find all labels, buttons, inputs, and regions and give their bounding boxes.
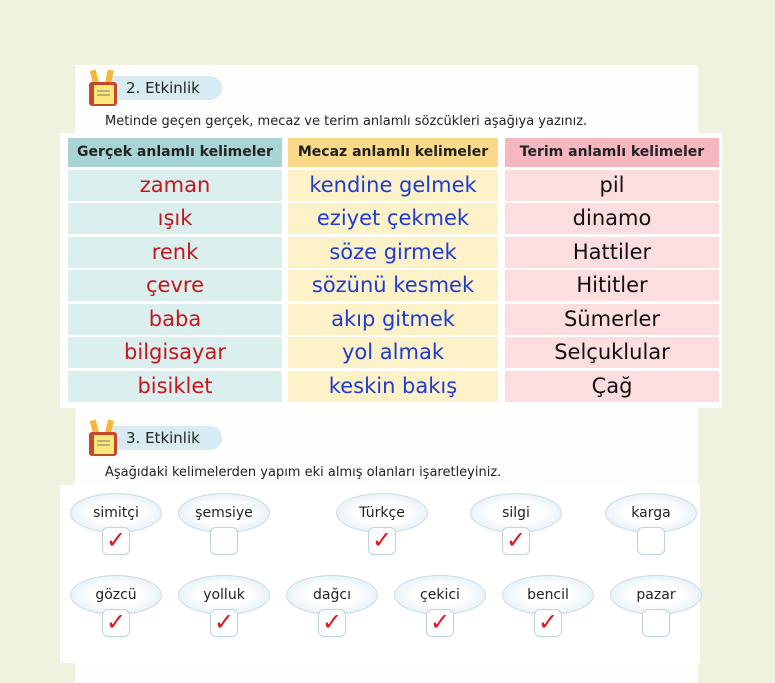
word-option [178, 493, 270, 555]
word-bubble: karga [605, 493, 697, 533]
table-cell: bisiklet [68, 371, 282, 402]
word-bubble: şemsiye [178, 493, 270, 533]
word-bubble: simitçi [70, 493, 162, 533]
table-cell: eziyet çekmek [288, 203, 498, 234]
literal-column [68, 138, 282, 402]
checkbox[interactable] [637, 527, 665, 555]
column-header: Mecaz anlamlı kelimeler [288, 138, 498, 167]
table-cell: Hattiler [505, 237, 719, 268]
word-bubble: Türkçe [336, 493, 428, 533]
word-bubble: silgi [470, 493, 562, 533]
activity-2-instruction: Metinde geçen gerçek, mecaz ve terim anlamlı sözcükleri aşağıya yazınız. [105, 114, 588, 129]
word-table [60, 133, 722, 408]
checkbox[interactable] [210, 609, 238, 637]
word-option [610, 575, 702, 637]
word-option [70, 575, 162, 637]
checkbox[interactable] [210, 527, 238, 555]
word-bubble: yolluk [178, 575, 270, 615]
checkbox[interactable] [502, 527, 530, 555]
table-cell: çevre [68, 270, 282, 301]
checkmark-icon: ✓ [429, 608, 451, 636]
word-bubble: gözcü [70, 575, 162, 615]
activity-3-title: 3. Etkinlik [112, 426, 222, 450]
word-option [605, 493, 697, 555]
checkmark-icon: ✓ [321, 608, 343, 636]
table-cell: keskin bakış [288, 371, 498, 402]
term-column [505, 138, 719, 402]
word-option [286, 575, 378, 637]
checkmark-icon: ✓ [105, 608, 127, 636]
pencil-notepad-icon [86, 68, 120, 108]
word-option [394, 575, 486, 637]
table-cell: dinamo [505, 203, 719, 234]
word-bubble: bencil [502, 575, 594, 615]
checkbox[interactable] [102, 609, 130, 637]
checkbox[interactable] [426, 609, 454, 637]
checkbox[interactable] [534, 609, 562, 637]
word-bubble: dağcı [286, 575, 378, 615]
checkbox[interactable] [102, 527, 130, 555]
table-cell: sözünü kesmek [288, 270, 498, 301]
pencil-notepad-icon [86, 418, 120, 458]
table-cell: Hititler [505, 270, 719, 301]
table-cell: zaman [68, 170, 282, 201]
table-cell: Sümerler [505, 304, 719, 335]
checkbox[interactable] [642, 609, 670, 637]
table-cell: pil [505, 170, 719, 201]
word-choices [60, 485, 700, 663]
checkmark-icon: ✓ [213, 608, 235, 636]
table-cell: söze girmek [288, 237, 498, 268]
column-header: Terim anlamlı kelimeler [505, 138, 719, 167]
checkmark-icon: ✓ [537, 608, 559, 636]
word-bubble: pazar [610, 575, 702, 615]
column-header: Gerçek anlamlı kelimeler [68, 138, 282, 167]
table-cell: renk [68, 237, 282, 268]
checkmark-icon: ✓ [371, 526, 393, 554]
activity-3-badge [86, 418, 222, 458]
checkmark-icon: ✓ [105, 526, 127, 554]
table-cell: kendine gelmek [288, 170, 498, 201]
word-option [470, 493, 562, 555]
word-option [70, 493, 162, 555]
word-option [178, 575, 270, 637]
table-cell: baba [68, 304, 282, 335]
figurative-column [288, 138, 498, 402]
word-option [336, 493, 428, 555]
table-cell: Çağ [505, 371, 719, 402]
checkmark-icon: ✓ [505, 526, 527, 554]
activity-2-title: 2. Etkinlik [112, 76, 222, 100]
word-bubble: çekici [394, 575, 486, 615]
activity-2-badge [86, 68, 222, 108]
table-cell: yol almak [288, 337, 498, 368]
checkbox[interactable] [368, 527, 396, 555]
table-cell: ışık [68, 203, 282, 234]
checkbox[interactable] [318, 609, 346, 637]
activity-3-instruction: Aşağıdaki kelimelerden yapım eki almış olanları işaretleyiniz. [105, 465, 502, 480]
table-cell: akıp gitmek [288, 304, 498, 335]
word-option [502, 575, 594, 637]
table-cell: bilgisayar [68, 337, 282, 368]
table-cell: Selçuklular [505, 337, 719, 368]
